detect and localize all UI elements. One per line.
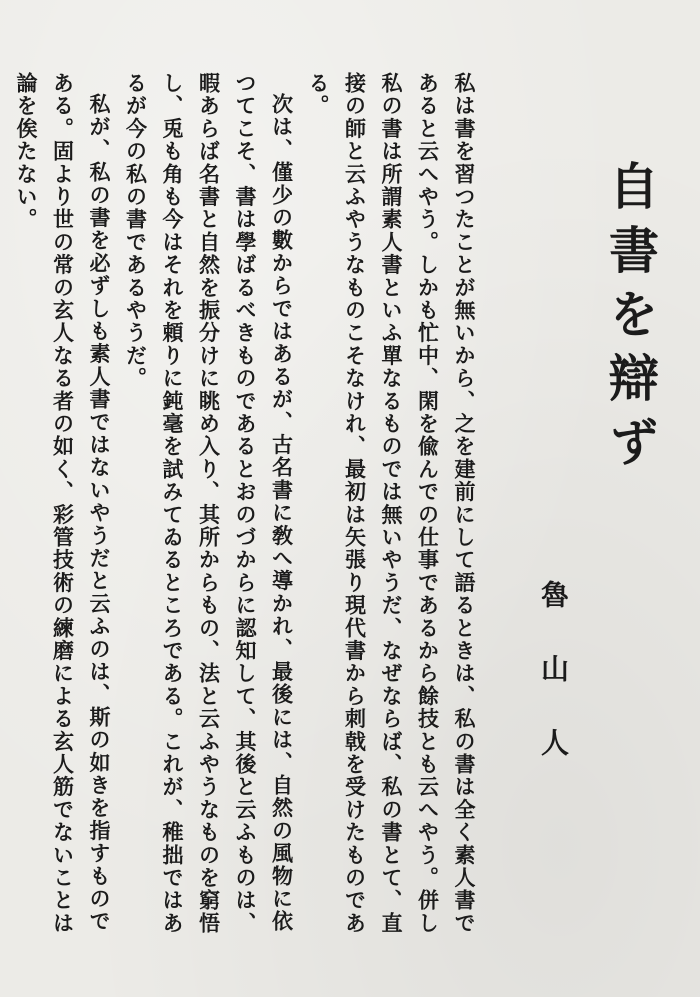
paragraph: 私が、私の書を必ずしも素人書ではないやうだと云ふのは、斯の如きを指すものである。固より世の常の玄人なる者の如く、彩管技術の練磨による玄人筋でないことは論を俟たない。 (14, 72, 112, 935)
essay-title: 自書を辯ず (601, 160, 660, 480)
author-name: 魯山人 (537, 580, 570, 802)
paragraph: 私は書を習つたことが無いから、之を建前にして語るときは、私の書は全く素人書であると云へやう。しかも忙中、閑を偸んでの仕事であるから餘技とも云へやう。併し私の書は所謂素人書といふ單なるものでは無いやうだ、なぜならば、私の書とて、直接の師と云ふやうなものこそなけれ、最初は矢張り現代書から刺戟を受けたものである。 (306, 72, 477, 935)
essay-body (14, 72, 482, 952)
paragraph: 次は、僅少の數からではあるが、古名書に敎へ導かれ、最後には、自然の風物に依つてこそ、書は學ばるべきものであるとおのづからに認知して、其後と云ふものは、暇あらば名書と自然を振分けに眺め入り、其所からもの、法と云ふやうなものを窮悟し、兎も角も今はそれを頼りに鈍毫を試みてゐるところである。これが、稚拙ではあるが今の私の書であるやうだ。 (123, 72, 295, 935)
